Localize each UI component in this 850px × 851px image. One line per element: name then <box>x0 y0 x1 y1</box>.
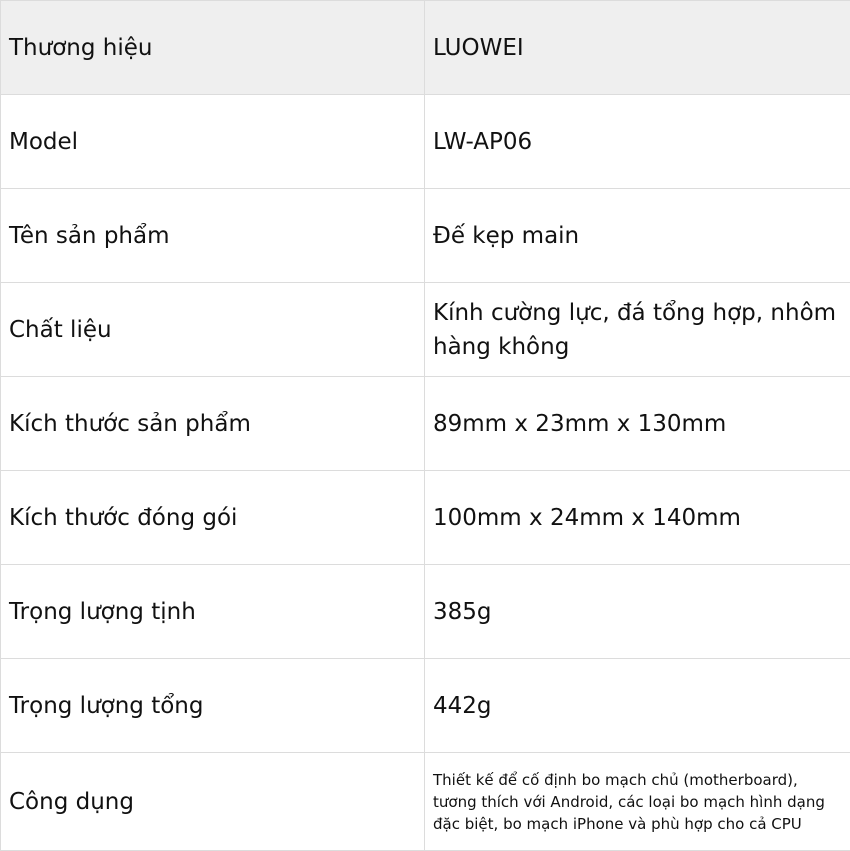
table-row-net-weight <box>1 565 850 659</box>
table-row-package-size <box>1 471 850 565</box>
spec-value: 385g <box>425 565 850 659</box>
spec-label: Trọng lượng tịnh <box>1 565 425 659</box>
spec-label: Công dụng <box>1 753 425 851</box>
spec-value: LUOWEI <box>425 1 850 95</box>
spec-label: Kích thước đóng gói <box>1 471 425 565</box>
spec-label: Tên sản phẩm <box>1 189 425 283</box>
spec-value: LW-AP06 <box>425 95 850 189</box>
spec-value: Đế kẹp main <box>425 189 850 283</box>
spec-value: 442g <box>425 659 850 753</box>
spec-value: Kính cường lực, đá tổng hợp, nhôm hàng không <box>425 283 850 377</box>
spec-label: Kích thước sản phẩm <box>1 377 425 471</box>
spec-label: Thương hiệu <box>1 1 425 95</box>
spec-value: 100mm x 24mm x 140mm <box>425 471 850 565</box>
table-row-material <box>1 283 850 377</box>
table-row-brand <box>1 1 850 95</box>
spec-value: 89mm x 23mm x 130mm <box>425 377 850 471</box>
table-row-product-size <box>1 377 850 471</box>
spec-label: Model <box>1 95 425 189</box>
spec-value: Thiết kế để cố định bo mạch chủ (motherboard), tương thích với Android, các loại bo mạch hình dạng đặc biệt, bo mạch iPhone và phù hợp cho cả CPU <box>425 753 850 851</box>
spec-label: Chất liệu <box>1 283 425 377</box>
table-row-product-name <box>1 189 850 283</box>
spec-label: Trọng lượng tổng <box>1 659 425 753</box>
table-row-usage <box>1 753 850 851</box>
table-row-gross-weight <box>1 659 850 753</box>
table-row-model <box>1 95 850 189</box>
